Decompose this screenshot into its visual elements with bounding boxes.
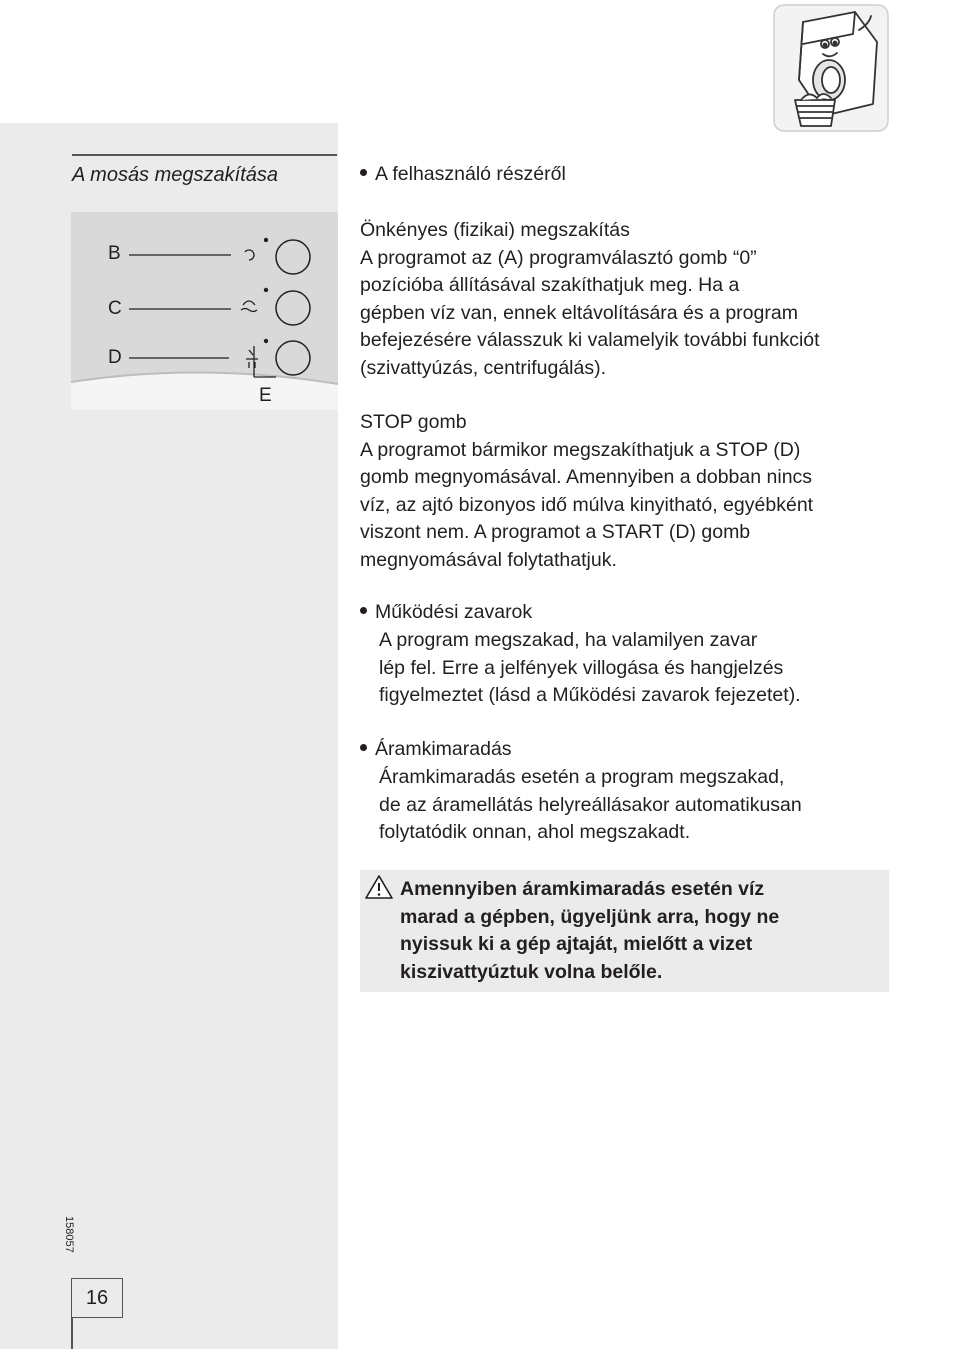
manual-interrupt-paragraph — [360, 217, 820, 382]
document-number — [44, 1214, 84, 1260]
figure-label-b: B — [108, 243, 121, 264]
page-number: 16 — [71, 1278, 123, 1318]
bullet-dot — [360, 169, 367, 176]
figure-label-d: D — [108, 347, 122, 368]
document-number-text: 158057 — [63, 1216, 75, 1253]
manual-interrupt-heading: Önkényes (fizikai) megszakítás — [360, 219, 630, 241]
stop-button-heading: STOP gomb — [360, 411, 467, 433]
stop-button-line: víz, az ajtó bizonyos idő múlva kinyitható, egyébként — [360, 493, 814, 516]
figure-label-e: E — [259, 385, 272, 406]
manual-interrupt-line: gépben víz van, ennek eltávolítására és a program — [360, 301, 798, 324]
faults-line: A program megszakad, ha valamilyen zavar — [379, 629, 758, 651]
power-outage-heading — [360, 736, 512, 764]
warning-triangle-icon — [364, 874, 394, 900]
section-title: A mosás megszakítása — [72, 154, 337, 187]
page-number-rule — [71, 1317, 73, 1349]
power-outage-line: de az áramellátás helyreállásakor automatikusan — [379, 793, 802, 816]
power-outage-line: Áramkimaradás esetén a program megszakad, — [379, 766, 785, 788]
stop-button-line: A programot bármikor megszakíthatjuk a STOP (D) — [360, 438, 801, 461]
figure-label-c: C — [108, 298, 122, 319]
faults-heading-text: Működési zavarok — [375, 601, 533, 623]
faults-heading — [360, 599, 532, 627]
bullet-dot — [360, 607, 367, 614]
faults-line: lép fel. Erre a jelfények villogása és hangjelzés — [379, 656, 784, 679]
user-interrupt-heading-text: A felhasználó részéről — [375, 163, 566, 185]
warning-line: Amennyiben áramkimaradás esetén víz — [400, 878, 765, 900]
manual-interrupt-line: (szivattyúzás, centrifugálás). — [360, 356, 607, 379]
manual-interrupt-line: A programot az (A) programválasztó gomb “0” — [360, 246, 757, 269]
bullet-dot — [360, 744, 367, 751]
stop-button-paragraph — [360, 409, 813, 574]
washing-machine-mascot-illustration — [773, 4, 889, 132]
faults-paragraph — [379, 627, 801, 710]
manual-interrupt-line: pozícióba állításával szakíthatjuk meg. Ha a — [360, 274, 740, 296]
warning-line: marad a gépben, ügyeljünk arra, hogy ne — [400, 905, 780, 928]
power-outage-line: folytatódik onnan, ahol megszakadt. — [379, 821, 691, 843]
stop-button-line: viszont nem. A programot a START (D) gomb — [360, 521, 751, 543]
warning-line: nyissuk ki a gép ajtaját, mielőtt a vizet — [400, 933, 753, 955]
manual-interrupt-line: befejezésére válasszuk ki valamelyik további funkciót — [360, 329, 820, 351]
power-outage-paragraph — [379, 764, 802, 847]
faults-line: figyelmeztet (lásd a Működési zavarok fejezetet). — [379, 684, 801, 706]
user-interrupt-heading — [360, 161, 566, 189]
power-outage-heading-text: Áramkimaradás — [375, 738, 512, 760]
stop-button-line: megnyomásával folytathatjuk. — [360, 548, 617, 571]
warning-text — [400, 876, 779, 986]
warning-line: kiszivattyúztuk volna belőle. — [400, 960, 663, 983]
stop-button-line: gomb megnyomásával. Amennyiben a dobban nincs — [360, 466, 813, 488]
